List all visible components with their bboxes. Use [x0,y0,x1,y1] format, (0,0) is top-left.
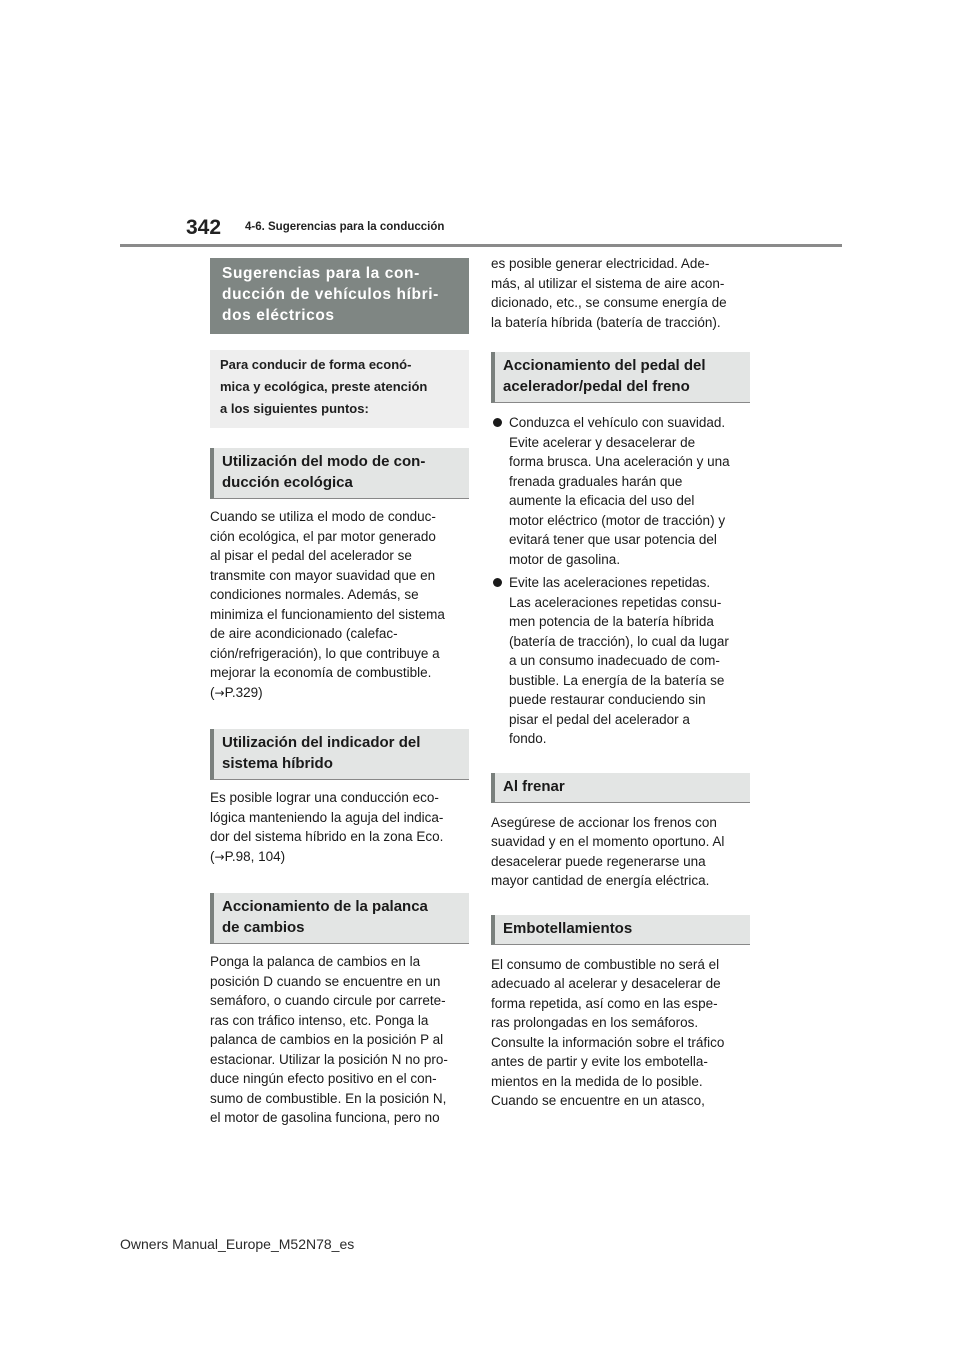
text-line: mejorar la economía de combustible. [210,665,432,680]
text-line: dor del sistema híbrido en la zona Eco. [210,829,444,844]
text-line: motor de gasolina. [509,551,621,567]
text-line: Evite acelerar y desacelerar de [509,434,696,450]
text-line: aumente la eficacia del uso del [509,493,695,508]
text-line: Cuando se utiliza el modo de conduc- [210,509,436,524]
text-line: condiciones normales. Además, se [210,587,419,602]
text-line: ción ecológica, el par motor generado [210,528,436,544]
intro-line: mica y ecológica, preste atención [220,379,428,394]
text-line: más, al utilizar el sistema de aire acon- [491,275,725,291]
text-line: lógica manteniendo la aguja del indica- [210,809,444,825]
text-line: Consulte la información sobre el tráfico [491,1034,725,1050]
text-line: Evite las aceleraciones repetidas. [509,575,711,590]
heading-traffic-jams [491,915,750,945]
bullet-item [491,573,750,749]
text-line: Cuando se encuentre en un atasco, [491,1093,705,1108]
chapter-title-line: dos eléctricos [222,307,335,324]
heading-braking [491,773,750,803]
continuation-paragraph [491,254,750,332]
hybrid-indicator-paragraph [210,788,469,867]
heading-line: ducción ecológica [222,474,353,491]
heading-hybrid-indicator [210,729,469,780]
text-line: fondo. [509,731,547,746]
text-line: transmite con mayor suavidad que en [210,567,436,583]
text-line: ras prolongadas en los semáforos. [491,1015,699,1030]
text-line: evitará tener que usar potencia del [509,532,717,547]
text-line: sumo de combustible. En la posición N, [210,1090,447,1106]
text-line: de aire acondicionado (calefac- [210,626,398,641]
text-line: frenada graduales harán que [509,473,683,489]
heading-line: Accionamiento del pedal del [503,357,706,374]
text-line: al pisar el pedal del acelerador se [210,548,412,563]
text-line: a un consumo inadecuado de com- [509,653,720,668]
page-reference[interactable] [210,683,469,704]
text-line: Las aceleraciones repetidas consu- [509,594,722,610]
shift-lever-paragraph [210,952,469,1128]
text-line: Es posible lograr una conducción eco- [210,790,439,805]
chapter-title-line: ducción de vehículos híbri- [222,286,439,303]
text-line: El consumo de combustible no será el [491,956,720,972]
heading-line: Embotellamientos [503,919,633,937]
right-column [491,258,750,1111]
heading-line: Accionamiento de la palanca [222,898,428,915]
text-line: bustible. La energía de la batería se [509,672,725,688]
bullet-item [491,413,750,569]
text-line: ras con tráfico intenso, etc. Ponga la [210,1012,429,1028]
heading-line: Al frenar [503,777,565,795]
heading-line: Utilización del indicador del [222,734,421,751]
heading-shift-lever [210,893,469,944]
braking-paragraph [491,813,750,891]
ref-open: ( [210,684,215,700]
footer-manual-id: Owners Manual_Europe_M52N78_es [120,1236,355,1252]
text-line: desacelerar puede regenerarse una [491,853,706,869]
heading-line: Utilización del modo de con- [222,453,426,470]
bullet-dot-icon [493,418,502,427]
text-line: puede restaurar conduciendo sin [509,692,706,707]
text-line: es posible generar electricidad. Ade- [491,256,710,271]
intro-box [210,350,469,428]
arrow-right-icon: → [214,849,225,864]
heading-line: sistema híbrido [222,755,333,772]
text-line: Asegúrese de accionar los frenos con [491,814,717,830]
text-line: mientos en la medida de lo posible. [491,1073,703,1089]
page-number: 342 [186,216,222,239]
text-line: pisar el pedal del acelerador a [509,711,690,727]
text-line: ción/refrigeración), lo que contribuye a [210,645,440,661]
text-line: forma repetida, así como en las espe- [491,995,718,1011]
traffic-jams-paragraph [491,955,750,1111]
heading-line: de cambios [222,919,305,936]
section-title: 4-6. Sugerencias para la conducción [245,221,445,233]
text-line: men potencia de la batería híbrida [509,614,714,629]
text-line: motor eléctrico (motor de tracción) y [509,512,726,528]
ref-open: ( [210,848,215,864]
intro-line: Para conducir de forma econó- [220,357,412,372]
intro-line: a los siguientes puntos: [220,401,369,416]
text-line: la batería híbrida (batería de tracción). [491,314,721,330]
chapter-title-box [210,258,469,334]
left-column [210,258,469,1128]
text-line: palanca de cambios en la posición P al [210,1032,444,1047]
ref-text: P.98, 104) [224,848,286,864]
text-line: antes de partir y evite los embotella- [491,1054,708,1069]
heading-eco-mode [210,448,469,499]
eco-mode-paragraph [210,507,469,703]
header-rule [120,244,842,247]
ref-text: P.329) [224,684,263,700]
text-line: duce ningún efecto positivo en el con- [210,1071,437,1086]
text-line: Ponga la palanca de cambios en la [210,954,421,969]
bullet-dot-icon [493,578,502,587]
text-line: forma brusca. Una aceleración y una [509,454,730,469]
text-line: minimiza el funcionamiento del sistema [210,606,445,622]
text-line: semáforo, o cuando circule por carrete- [210,993,446,1008]
text-line: el motor de gasolina funciona, pero no [210,1110,440,1125]
arrow-right-icon: → [214,685,225,700]
text-line: mayor cantidad de energía eléctrica. [491,873,710,888]
text-line: adecuado al acelerar y desacelerar de [491,976,721,991]
text-line: (batería de tracción), lo cual da lugar [509,633,729,649]
chapter-title-line: Sugerencias para la con- [222,265,420,282]
text-line: estacionar. Utilizar la posición N no pro- [210,1051,448,1067]
page-reference[interactable] [210,847,469,868]
heading-pedals [491,352,750,403]
heading-line: acelerador/pedal del freno [503,378,690,395]
text-line: Conduzca el vehículo con suavidad. [509,415,726,430]
text-line: suavidad y en el momento oportuno. Al [491,834,725,849]
text-line: posición D cuando se encuentre en un [210,973,441,989]
text-line: dicionado, etc., se consume energía de [491,295,727,310]
